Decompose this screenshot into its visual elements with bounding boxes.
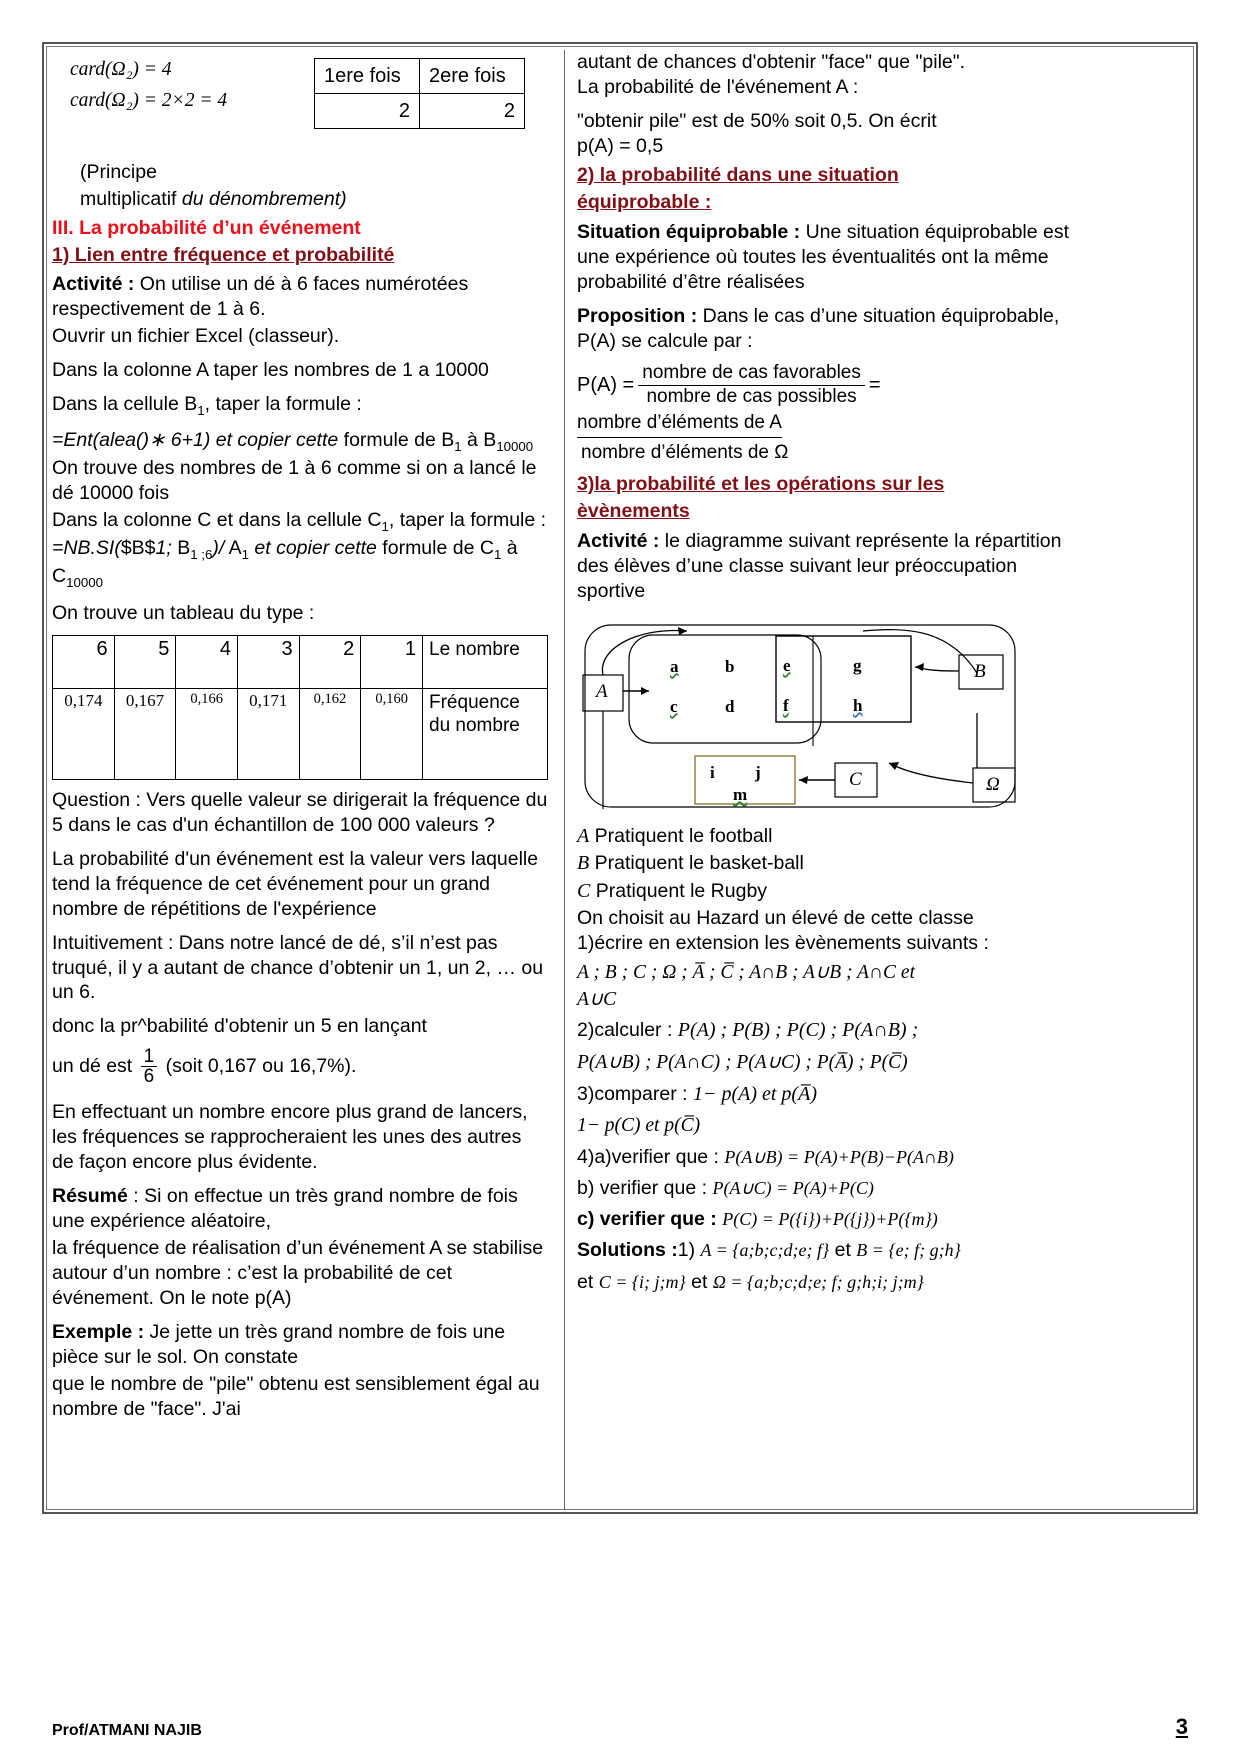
question-1-math-line-2: A∪C bbox=[577, 989, 617, 1011]
left-column bbox=[52, 50, 558, 1510]
solutions-et-2: et bbox=[577, 1271, 599, 1294]
two-column-layout bbox=[52, 50, 1188, 1510]
card-and-table-zone bbox=[52, 50, 548, 160]
venn-element-h: h bbox=[853, 695, 863, 715]
exemple-label: Exemple : bbox=[52, 1320, 145, 1343]
paragraph-proposition bbox=[577, 304, 1073, 354]
question-4a-label: 4)a)verifier que : bbox=[577, 1146, 719, 1169]
un-de-est-suffix: (soit 0,167 ou 16,7%). bbox=[160, 1055, 357, 1078]
question-2-label: 2)calculer : bbox=[577, 1019, 673, 1042]
venn-element-c: c bbox=[670, 696, 678, 716]
venn-label-b: B bbox=[974, 660, 986, 682]
formula-frac2-numerator: nombre d’éléments de A bbox=[577, 411, 782, 437]
arrow-omega-line bbox=[889, 763, 973, 783]
arrow-a-head bbox=[641, 687, 649, 695]
solutions-set-a: A = {a;b;c;d;e; f} bbox=[700, 1240, 830, 1261]
activite-label: Activité : bbox=[52, 272, 135, 295]
paragraph-cellule-b1 bbox=[52, 392, 548, 420]
heading-subsection-3-line1: 3)la probabilité et les opérations sur les bbox=[577, 472, 945, 495]
formula-frac2-denominator-row bbox=[577, 440, 1073, 465]
formula-pa-row bbox=[577, 362, 1073, 408]
formula-pa-lhs: P(A) = bbox=[577, 374, 635, 397]
fraction-numerator: 1 bbox=[143, 1046, 155, 1068]
table-frequences bbox=[52, 635, 548, 780]
column-divider bbox=[564, 50, 565, 1510]
freq-value-1: 0,160 bbox=[361, 688, 423, 779]
paragraph-formula-ent: =Ent(alea()∗ 6+1) et copier cette formule de $B_1$ à $B_{10000}$ On trouve des nombres de 1 à 6 comme si on a lancé le dé 10000 fois bbox=[52, 429, 537, 505]
heading-subsection-2-line2: équiprobable : bbox=[577, 190, 712, 213]
cellule-b1-text-a: Dans la cellule B bbox=[52, 392, 198, 415]
question-4c bbox=[577, 1207, 1073, 1232]
colonne-c-italic-3: )/ bbox=[212, 537, 225, 560]
venn-element-e: e bbox=[783, 655, 791, 675]
paragraph-exemple bbox=[52, 1320, 548, 1370]
page-footer bbox=[52, 1714, 1188, 1740]
set-a-region bbox=[629, 635, 821, 743]
principe-plain: multiplicatif bbox=[80, 187, 182, 210]
formula-ent-rest3: On trouve des nombres de 1 à 6 comme si on a lancé le dé 10000 fois bbox=[52, 457, 537, 505]
card-omega-line-1: card(Ω₂) = 4 bbox=[70, 59, 172, 80]
question-4a bbox=[577, 1145, 1073, 1170]
freq-value-2: 0,162 bbox=[299, 688, 361, 779]
set-b-region bbox=[776, 636, 911, 722]
colonne-c-plain-1: $B$ bbox=[120, 537, 156, 560]
card-omega-line-2: card(Ω₂) = 2×2 = 4 bbox=[70, 89, 228, 111]
question-4c-math: P(C) = P({i})+P({j})+P({m}) bbox=[722, 1209, 938, 1230]
paragraph-on-choisit: On choisit au Hazard un élevé de cette classe bbox=[577, 907, 974, 930]
paragraph-ouvrir-excel: Ouvrir un fichier Excel (classeur). bbox=[52, 324, 340, 347]
activite-diagram-text: le diagramme suivant représente la répartition des élèves d’une classe suivant leur préoccupation sportive bbox=[577, 529, 1062, 602]
card-formulas bbox=[70, 58, 227, 120]
cellule-b1-text-b: , taper la formule : bbox=[204, 392, 362, 415]
activite-text: On utilise un dé à 6 faces numérotées respectivement de 1 à 6. bbox=[52, 272, 469, 320]
arrow-c-head bbox=[799, 776, 808, 784]
arrow-omega-head bbox=[889, 762, 899, 770]
freq-number-1: 1 bbox=[361, 635, 423, 688]
principe-italic: du dénombrement) bbox=[181, 187, 347, 210]
formula-ent-rest1: formule de B bbox=[338, 429, 455, 452]
venn-label-omega: Ω bbox=[986, 773, 1000, 795]
question-4b bbox=[577, 1176, 1073, 1201]
legend-symbol-a: A bbox=[577, 824, 590, 847]
colonne-c-text-1: Dans la colonne C et dans la cellule C bbox=[52, 509, 382, 532]
colonne-c-plain-2: B bbox=[171, 537, 191, 560]
solutions-set-b: B = {e; f; g;h} bbox=[856, 1240, 961, 1261]
venn-element-f: f bbox=[783, 695, 789, 715]
venn-label-a: A bbox=[596, 680, 608, 702]
formula-ent-rest2: à bbox=[461, 429, 478, 452]
venn-element-m: m bbox=[733, 784, 748, 804]
freq-number-5: 5 bbox=[114, 635, 176, 688]
venn-diagram bbox=[577, 613, 1047, 818]
solutions-label: Solutions : bbox=[577, 1239, 678, 1262]
table-fois-header-1: 1ere fois bbox=[315, 59, 420, 94]
situation-label: Situation équiprobable : bbox=[577, 220, 801, 243]
paragraph-colonne-a: Dans la colonne A taper les nombres de 1 a 10000 bbox=[52, 358, 489, 381]
paragraph-activite bbox=[52, 272, 548, 322]
freq-number-2: 2 bbox=[299, 635, 361, 688]
principe-line-1: (Principe bbox=[80, 161, 157, 183]
paragraph-obtenir-pile: "obtenir pile" est de 50% soit 0,5. On écrit bbox=[577, 109, 937, 132]
venn-element-i: i bbox=[710, 762, 715, 782]
solutions-line-1 bbox=[577, 1238, 1073, 1263]
colonne-c-sub-2: 1 ;6 bbox=[190, 547, 213, 562]
legend-symbol-b: B bbox=[577, 852, 590, 875]
colonne-c-sub-4: 1 bbox=[493, 547, 502, 562]
solutions-index: 1) bbox=[677, 1239, 696, 1262]
table-row bbox=[315, 59, 525, 94]
formula-ent-italic: =Ent(alea()∗ 6+1) et copier cette bbox=[52, 429, 339, 452]
freq-value-3: 0,171 bbox=[237, 688, 299, 779]
paragraph-probabilite-evenement-a: La probabilité de l'événement A : bbox=[577, 75, 859, 98]
heading-section-iii: III. La probabilité d’un événement bbox=[52, 216, 361, 239]
paragraph-autant-chances: autant de chances d'obtenir "face" que "pile". bbox=[577, 51, 966, 73]
venn-element-a: a bbox=[670, 656, 679, 676]
colonne-c-sub-1: 1 bbox=[381, 519, 389, 535]
paragraph-definition-probabilite: La probabilité d'un événement est la valeur vers laquelle tend la fréquence de cet événement pour un grand nombre de répétitions de l'expérience bbox=[52, 847, 539, 920]
colonne-c-text-2: , taper la formule : bbox=[388, 509, 547, 532]
legend-text-a: Pratiquent le football bbox=[594, 824, 773, 847]
paragraph-pile-face: que le nombre de "pile" obtenu est sensiblement égal au nombre de "face". J'ai bbox=[52, 1372, 540, 1420]
formula-frac2-numerator-row bbox=[577, 410, 1073, 437]
colonne-c-text-4: à C bbox=[52, 537, 518, 587]
legend-item-a bbox=[577, 824, 1073, 850]
activite-diagram-label: Activité : bbox=[577, 529, 660, 552]
formula-equals: = bbox=[868, 374, 881, 397]
solutions-set-c: C = {i; j;m} bbox=[598, 1272, 686, 1293]
venn-element-j: j bbox=[755, 762, 761, 782]
colonne-c-plain-3: A bbox=[224, 537, 242, 560]
legend-item-b bbox=[577, 851, 1073, 877]
colonne-c-sub-5: 10000 bbox=[66, 574, 103, 590]
formula-frac1-denominator: nombre de cas possibles bbox=[638, 385, 865, 408]
resume-label: Résumé bbox=[52, 1185, 128, 1208]
table-row bbox=[53, 688, 548, 779]
paragraph-donc-probabilite: donc la pr^babilité d'obtenir un 5 en lançant bbox=[52, 1015, 427, 1038]
cellule-b1-sub: 1 bbox=[197, 402, 205, 418]
paragraph-frequence-realisation: la fréquence de réalisation d’un événement A se stabilise autour d’un nombre : c’est la probabilité de cet événement. On le note p(A) bbox=[52, 1237, 544, 1310]
question-2-math-line-1: P(A) ; P(B) ; P(C) ; P(A∩B) ; bbox=[677, 1019, 919, 1042]
paragraph-activite-diagramme bbox=[577, 529, 1073, 604]
colonne-c-text-3: formule de C bbox=[376, 537, 494, 560]
solutions-set-omega: Ω = {a;b;c;d;e; f; g;h;i; j;m} bbox=[712, 1272, 924, 1293]
arrow-b-head bbox=[915, 663, 924, 671]
fraction-one-sixth bbox=[141, 1047, 158, 1086]
curve-a-head bbox=[678, 627, 687, 635]
legend-text-c: Pratiquent le Rugby bbox=[595, 879, 768, 902]
question-3-math-line-1: 1− p(A) et p(A̅) bbox=[692, 1082, 817, 1105]
freq-value-4: 0,166 bbox=[176, 688, 238, 779]
table-fois-value-1: 2 bbox=[315, 94, 420, 129]
question-1: 1)écrire en extension les èvènements suivants : bbox=[577, 932, 989, 955]
fraction-denominator: 6 bbox=[141, 1066, 158, 1086]
paragraph-situation-equiprobable bbox=[577, 220, 1073, 295]
question-4b-label: b) verifier que : bbox=[577, 1177, 708, 1200]
footer-page-number: 3 bbox=[1175, 1714, 1188, 1739]
legend-symbol-c: C bbox=[577, 879, 591, 902]
paragraph-intuitivement: Intuitivement : Dans notre lancé de dé, s’il n’est pas truqué, il y a autant de chance d’obtenir un 1, un 2, … ou un 6. bbox=[52, 931, 544, 1004]
solutions-et-1: et bbox=[829, 1239, 857, 1262]
paragraph-un-de-est bbox=[52, 1047, 548, 1086]
solutions-et-3: et bbox=[685, 1271, 713, 1294]
venn-element-d: d bbox=[725, 696, 735, 716]
freq-number-3: 3 bbox=[237, 635, 299, 688]
un-de-est-text: un dé est bbox=[52, 1055, 138, 1078]
colonne-c-sub-3: 1 bbox=[241, 547, 249, 562]
paragraph-pa-value: p(A) = 0,5 bbox=[577, 134, 664, 157]
question-2 bbox=[577, 1018, 1073, 1044]
venn-element-g: g bbox=[853, 655, 862, 675]
question-4c-label: c) verifier que : bbox=[577, 1208, 717, 1231]
footer-author: Prof/ATMANI NAJIB bbox=[52, 1722, 202, 1739]
venn-label-c: C bbox=[849, 768, 862, 790]
question-4b-math: P(A∪C) = P(A)+P(C) bbox=[712, 1178, 874, 1199]
heading-subsection-3-line2: èvènements bbox=[577, 499, 690, 522]
exemple-text: Je jette un très grand nombre de fois une pièce sur le sol. On constate bbox=[52, 1320, 506, 1368]
question-3-label: 3)comparer : bbox=[577, 1082, 688, 1105]
paragraph-en-effectuant: En effectuant un nombre encore plus grand de lancers, les fréquences se rapprocheraient les unes des autres de façon encore plus évidente. bbox=[52, 1101, 528, 1174]
colonne-c-italic-4: et copier cette bbox=[248, 537, 377, 560]
principe-line-2 bbox=[52, 187, 548, 212]
resume-text: : Si on effectue un très grand nombre de fois une expérience aléatoire, bbox=[52, 1185, 518, 1233]
legend-text-b: Pratiquent le basket-ball bbox=[594, 852, 804, 875]
proposition-label: Proposition : bbox=[577, 304, 698, 327]
formula-frac2-denominator: nombre d’éléments de Ω bbox=[581, 441, 789, 463]
colonne-c-italic-1: =NB.SI( bbox=[52, 537, 121, 560]
paragraph-tableau-type: On trouve un tableau du type : bbox=[52, 601, 315, 624]
question-3-math-line-2: 1− p(C) et p(C̅) bbox=[577, 1115, 701, 1137]
formula-fraction-cas bbox=[638, 362, 865, 408]
freq-value-6: 0,174 bbox=[53, 688, 115, 779]
solutions-line-2 bbox=[577, 1270, 1073, 1295]
freq-row-label-nombre: Le nombre bbox=[423, 635, 548, 688]
formula-ent-sub1: 1 bbox=[454, 439, 462, 455]
paragraph-resume bbox=[52, 1184, 548, 1234]
proposition-text: Dans le cas d’une situation équiprobable, P(A) se calcule par : bbox=[577, 304, 1060, 352]
paragraph-question: Question : Vers quelle valeur se dirigerait la fréquence du 5 dans le cas d'un échantillon de 100 000 valeurs ? bbox=[52, 788, 548, 836]
question-4a-math: P(A∪B) = P(A)+P(B)−P(A∩B) bbox=[724, 1147, 954, 1168]
table-fois-value-2: 2 bbox=[420, 94, 525, 129]
paragraph-colonne-c bbox=[52, 508, 548, 592]
formula-ent-sub2: 10000 bbox=[496, 439, 534, 455]
freq-row-label-frequence: Fréquence du nombre bbox=[423, 688, 548, 779]
legend-item-c bbox=[577, 879, 1073, 905]
question-2-math-line-2: P(A∪B) ; P(A∩C) ; P(A∪C) ; P(A̅) ; P(C̅) bbox=[577, 1051, 908, 1073]
situation-text: Une situation équiprobable est une expérience où toutes les éventualités ont la même probabilité d’être réalisées bbox=[577, 220, 1070, 293]
venn-diagram-svg bbox=[577, 613, 1047, 818]
table-fois-header-2: 2ere fois bbox=[420, 59, 525, 94]
venn-element-b: b bbox=[725, 656, 735, 676]
heading-subsection-1: 1) Lien entre fréquence et probabilité bbox=[52, 243, 395, 266]
table-fois bbox=[314, 58, 525, 129]
heading-subsection-2-line1: 2) la probabilité dans une situation bbox=[577, 163, 899, 186]
question-3 bbox=[577, 1082, 1073, 1108]
question-1-math-line-1: A ; B ; C ; Ω ; A̅ ; C̅ ; A∩B ; A∪B ; A∩C et bbox=[577, 962, 915, 984]
table-row bbox=[315, 94, 525, 129]
freq-number-6: 6 bbox=[53, 635, 115, 688]
formula-frac1-numerator: nombre de cas favorables bbox=[642, 362, 861, 384]
right-column bbox=[577, 50, 1073, 1510]
colonne-c-italic-2: 1; bbox=[155, 537, 172, 560]
freq-value-5: 0,167 bbox=[114, 688, 176, 779]
freq-number-4: 4 bbox=[176, 635, 238, 688]
table-row bbox=[53, 635, 548, 688]
